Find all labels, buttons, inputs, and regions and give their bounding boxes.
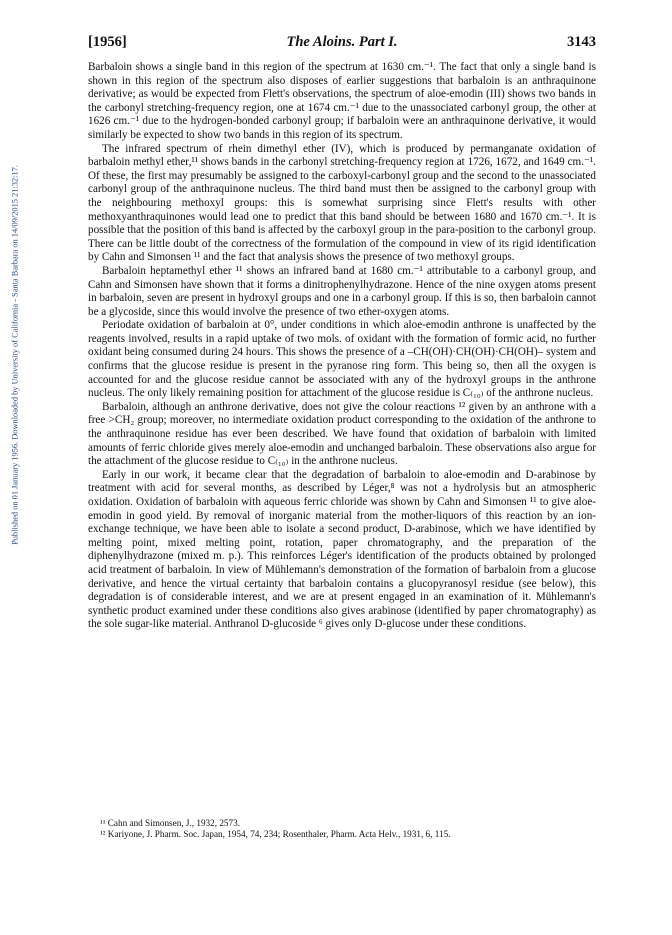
footnotes: [88, 818, 596, 841]
download-watermark-text: Published on 01 January 1956. Downloaded by University of California - Santa Barbara on 14/09/2015 21:32:17.: [10, 165, 20, 545]
header-title: The Aloins. Part I.: [286, 34, 398, 50]
paragraph: Barbaloin heptamethyl ether ¹¹ shows an infrared band at 1680 cm.⁻¹ attributable to a carbonyl group, and Cahn and Simonsen have shown that it forms a dinitrophenylhydrazone. Hence of the nine oxygen atoms present in barbaloin, seven are present in hydroxyl groups and one in a carbonyl group. If this is so, then barbaloin cannot be a glycoside, since this would involve the presence of two ether-oxygen atoms.: [88, 264, 596, 318]
header-year: [1956]: [88, 34, 127, 50]
download-watermark: [8, 110, 22, 600]
article-body: [88, 61, 596, 632]
paragraph: Periodate oxidation of barbaloin at 0°, under conditions in which aloe-emodin anthrone is unaffected by the reagents involved, results in a rapid uptake of two mols. of oxidant with the formation of formic acid, no further oxidant being consumed during 24 hours. This shows the presence of a –CH(OH)·CH(OH)·CH(OH)– system and confirms that the glucose residue is present in the pyranose ring form. This being so, then all the oxygen is accounted for and the glucose residue cannot be associated with any of the hydroxyl groups in the anthrone nucleus. The only likely remaining position for attachment of the glucose residue is C₍₁₀₎ of the anthrone nucleus.: [88, 319, 596, 400]
paragraph: Barbaloin shows a single band in this region of the spectrum at 1630 cm.⁻¹. The fact that only a single band is shown in this region of the spectrum also disposes of earlier suggestions that barbaloin is an anthraquinone derivative; as would be expected from Flett's observations, the spectrum of aloe-emodin (III) shows two bands in the carbonyl stretching-frequency region, one at 1674 cm.⁻¹ due to the unassociated carbonyl group, the other at 1626 cm.⁻¹ due to the hydrogen-bonded carbonyl group; if barbaloin were an anthraquinone derivative, it would similarly be expected to show two bands in this region of its spectrum.: [88, 61, 596, 141]
paragraph: Barbaloin, although an anthrone derivative, does not give the colour reactions ¹² given by an anthrone with a free >CH₂ group; moreover, no intermediate oxidation product corresponding to the oxidation of the anthrone to the anthraquinone residue has ever been described. We have found that oxidation of barbaloin with limited amounts of ferric chloride gives merely aloe-emodin and unchanged barbaloin. These observations also argue for the attachment of the glucose residue to C₍₁₀₎ in the anthrone nucleus.: [88, 400, 596, 468]
running-header: [88, 34, 596, 52]
footnote: ¹¹ Cahn and Simonsen, J., 1932, 2573.: [100, 818, 241, 828]
paragraph: The infrared spectrum of rhein dimethyl ether (IV), which is produced by permanganate oxidation of barbaloin methyl ether,¹¹ shows bands in the carbonyl stretching-frequency region at 1726, 1672, and 1649 cm.⁻¹. Of these, the first may presumably be assigned to the carboxyl-carbonyl group and the second to the unassociated carbonyl group of the anthraquinone nucleus. The third band must then be assigned to the carbonyl group with the neighbouring methoxyl groups: this is somewhat surprising since Flett's results with other methoxyanthraquinones would lead one to predict that this band should be between 1680 and 1670 cm.⁻¹. It is possible that the position of this band is affected by the carboxyl group in the para-position to the carbonyl group. There can be little doubt of the correctness of the formulation of the compound in view of its rigid identification by Cahn and Simonsen ¹¹ and the fact that analysis shows the presence of two methoxyl groups.: [88, 142, 596, 264]
header-page-number: 3143: [567, 34, 596, 50]
footnote: ¹² Kariyone, J. Pharm. Soc. Japan, 1954, 74, 234; Rosenthaler, Pharm. Acta Helv., 1931, 6, 115.: [100, 829, 451, 840]
paragraph: Early in our work, it became clear that the degradation of barbaloin to aloe-emodin and D-arabinose by treatment with acid for several months, as described by Léger,⁸ was not a hydrolysis but an atmospheric oxidation. Oxidation of barbaloin with aqueous ferric chloride was shown by Cahn and Simonsen ¹¹ to give aloe-emodin in good yield. By removal of inorganic material from the mother-liquors of this reaction by an ion-exchange technique, we have been able to isolate a second product, D-arabinose, which we have identified by melting point, mixed melting point, rotation, paper chromatography, and the preparation of the diphenylhydrazone (mixed m. p.). This reinforces Léger's identification of the products obtained by prolonged acid treatment of barbaloin. In view of Mühlemann's demonstration of the formation of barbaloin from a glucose derivative, and hence the virtual certainty that barbaloin contains a glucopyranosyl residue (see below), this degradation is of considerable interest, and we are at present engaged in an examination of it. Mühlemann's synthetic product examined under these conditions also gives arabinose (identified by paper chromatography) as the sole sugar-like material. Anthranol D-glucoside ⁶ gives only D-glucose under these conditions.: [88, 468, 596, 631]
